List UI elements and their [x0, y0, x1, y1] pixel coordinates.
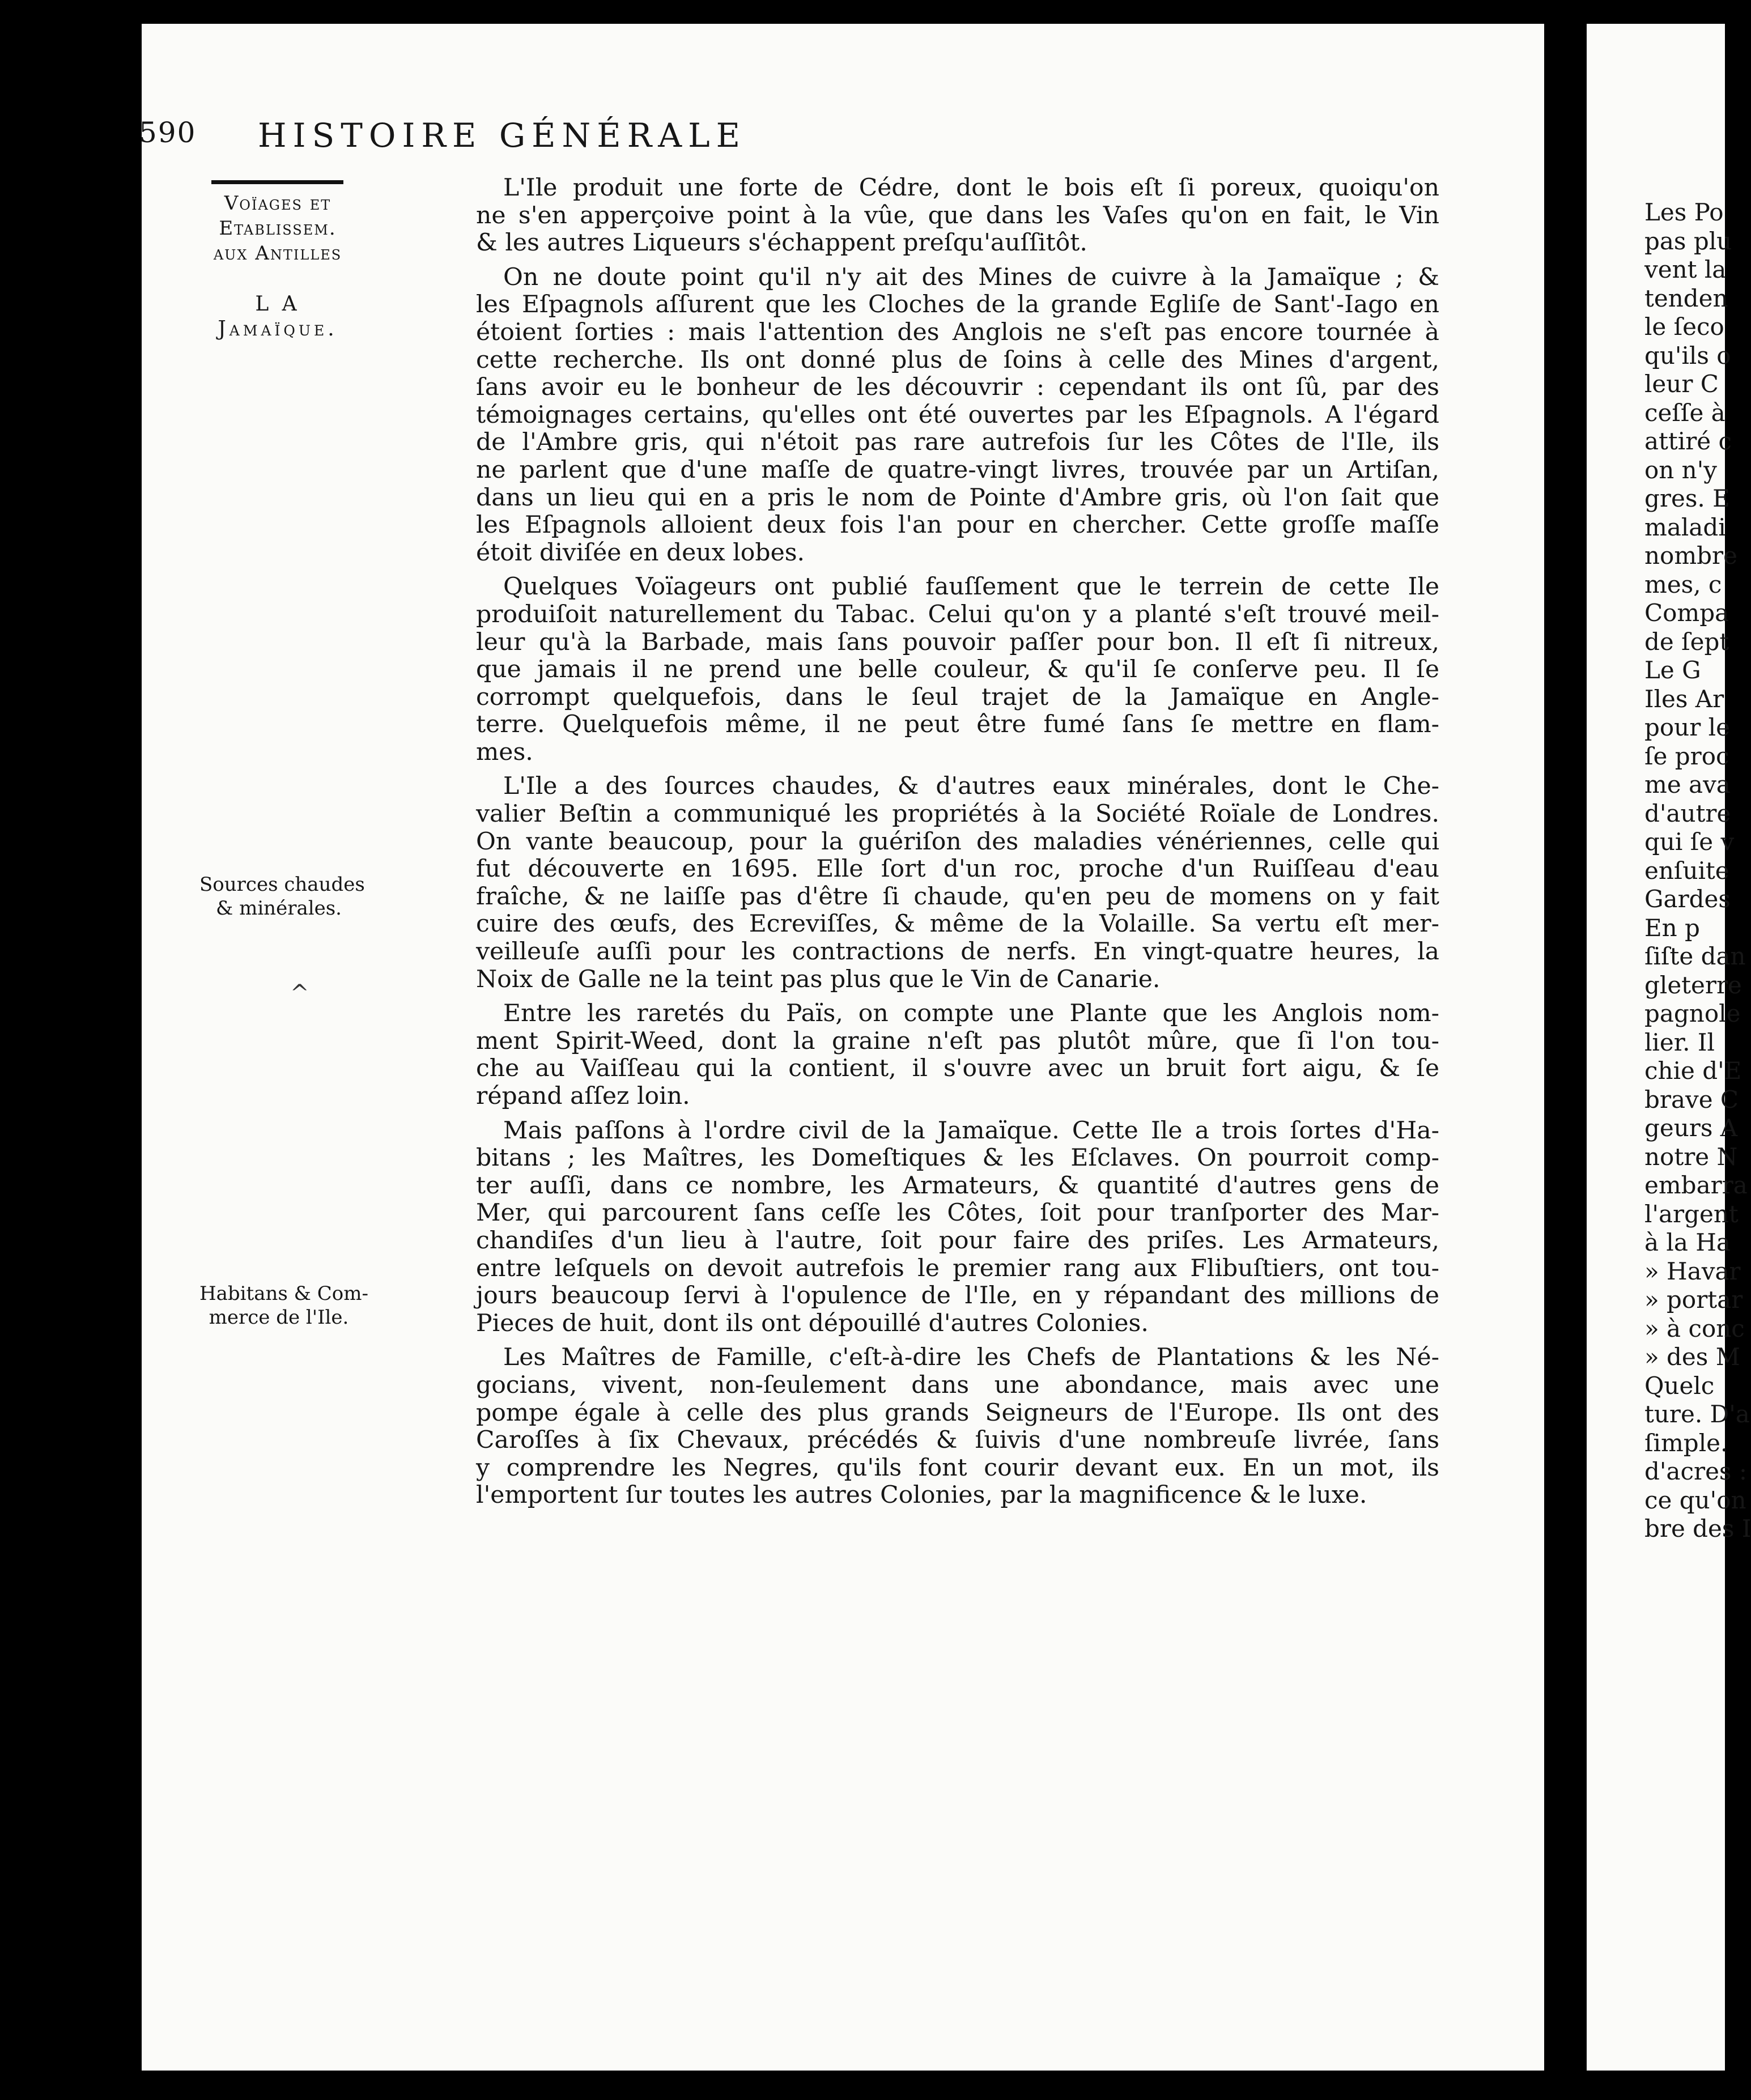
text-line: Les Maîtres de Famille, c'eſt-à-dire les Chefs de Plantations & les Né-: [503, 1344, 1439, 1372]
text-line: ment Spirit-Weed, dont la graine n'eſt pas plutôt mûre, que ſi l'on tou-: [476, 1027, 1439, 1055]
facing-page-line: ſe proc: [1644, 742, 1729, 770]
text-line: valier Beſtin a communiqué les propriétés à la Société Roïale de Londres.: [476, 800, 1439, 828]
facing-page-line: chie d'E: [1644, 1057, 1742, 1085]
text-line: & les autres Liqueurs s'échappent preſqu'auſſitôt.: [476, 229, 1087, 257]
body-text: [476, 175, 1439, 1510]
text-line: ter auſſi, dans ce nombre, les Armateurs, & quantité d'autres gens de: [476, 1171, 1439, 1200]
text-line: les Eſpagnols alloient deux fois l'an pour en chercher. Cette groſſe maſſe: [476, 511, 1439, 539]
text-line: ſans avoir eu le bonheur de les découvrir : cependant ils ont ſû, par des: [476, 373, 1439, 402]
text-line: pompe égale à celle des plus grands Seigneurs de l'Europe. Ils ont des: [476, 1398, 1439, 1427]
facing-page-line: vent la: [1644, 256, 1727, 283]
text-line: dans un lieu qui en a pris le nom de Pointe d'Ambre gris, où l'on ſait que: [476, 483, 1439, 512]
facing-page-line: notre N: [1644, 1142, 1738, 1171]
margin-note-line: merce de l'Ile.: [209, 1306, 349, 1329]
facing-page-text: [1644, 198, 1751, 1544]
margin-note-line: Voïages et: [224, 192, 332, 215]
text-line: étoient ſorties : mais l'attention des Anglois ne s'eſt pas encore tournée à: [476, 318, 1439, 346]
text-line: L'Ile a des ſources chaudes, & d'autres eaux minérales, dont le Che-: [503, 772, 1439, 801]
facing-page-line: ce qu'on: [1644, 1486, 1746, 1514]
facing-page-line: gres. E: [1644, 484, 1730, 512]
facing-page-line: ceſſe à: [1644, 398, 1726, 427]
facing-page-line: qui ſe v: [1644, 828, 1735, 856]
running-header: HISTOIRE GÉNÉRALE: [258, 116, 746, 155]
page-number: 590: [139, 116, 197, 149]
facing-page-line: tenden: [1644, 284, 1728, 312]
facing-page-line: me ava: [1644, 771, 1731, 798]
margin-note-habitants: [199, 1282, 368, 1329]
facing-page-line: geurs A: [1644, 1114, 1738, 1142]
text-line: y comprendre les Negres, qu'ils font courir devant eux. En un mot, ils: [476, 1453, 1439, 1482]
text-line: che au Vaiſſeau qui la contient, il s'ouvre avec un bruit fort aigu, & ſe: [476, 1055, 1439, 1083]
margin-note-line: Sources chaudes: [199, 873, 365, 896]
text-line: chandiſes d'un lieu à l'autre, ſoit pour faire des priſes. Les Armateurs,: [476, 1226, 1439, 1255]
facing-page-line: pas plu: [1644, 227, 1732, 255]
margin-note-line: L A: [255, 292, 300, 316]
text-line: jours beaucoup ſervi à l'opulence de l'Ile, en y répandant des millions de: [476, 1282, 1439, 1310]
text-line: l'emportent ſur toutes les autres Colonies, par la magnificence & le luxe.: [476, 1481, 1367, 1510]
facing-page-line: d'autre: [1644, 799, 1731, 827]
margin-note-line: Habitans & Com-: [199, 1282, 368, 1305]
text-line: cuire des œufs, des Ecreviſſes, & même de la Volaille. Sa vertu eſt mer-: [476, 910, 1439, 938]
facing-page-line: ture. D'a: [1644, 1400, 1750, 1428]
text-line: ne parlent que d'une maſſe de quatre-vingt livres, trouvée par un Artiſan,: [476, 456, 1439, 484]
text-line: veilleuſe auſſi pour les contractions de nerfs. En vingt-quatre heures, la: [476, 938, 1439, 966]
text-line: Entre les raretés du Païs, on compte une Plante que les Anglois nom-: [503, 1000, 1439, 1028]
margin-note-title: [210, 191, 346, 266]
text-line: ne s'en apperçoive point à la vûe, que dans les Vaſes qu'on en fait, le Vin: [476, 201, 1439, 229]
facing-page-line: Le G: [1644, 656, 1701, 684]
text-line: leur qu'à la Barbade, mais ſans pouvoir paſſer pour bon. Il eſt ſi nitreux,: [476, 628, 1439, 656]
facing-page-line: nombre: [1644, 542, 1737, 569]
facing-page-line: » des M: [1644, 1343, 1740, 1371]
facing-page-line: bre des I: [1644, 1515, 1751, 1542]
text-line: On ne doute point qu'il n'y ait des Mines de cuivre à la Jamaïque ; &: [503, 263, 1439, 291]
paragraph-gap: [476, 1111, 1439, 1117]
text-line: produiſoit naturellement du Tabac. Celui qu'on y a planté s'eſt trouvé meil-: [476, 600, 1439, 628]
text-line: Quelques Voïageurs ont publié fauſſement que le terrein de cette Ile: [503, 573, 1439, 601]
facing-page-line: d'acres :: [1644, 1457, 1747, 1485]
facing-page-line: embarra: [1644, 1171, 1748, 1199]
margin-note-sources: [199, 873, 365, 920]
text-line: étoit diviſée en deux lobes.: [476, 538, 805, 567]
text-line: corrompt quelquefois, dans le ſeul trajet de la Jamaïque en Angle-: [476, 683, 1439, 711]
facing-page-line: attiré c: [1644, 427, 1732, 455]
facing-page-line: on n'y: [1644, 456, 1718, 484]
text-line: les Eſpagnols aſſurent que les Cloches de la grande Egliſe de Sant'-Iago en: [476, 291, 1439, 319]
margin-note-line: Jamaïque.: [218, 317, 338, 341]
caret-mark: ^: [290, 980, 309, 1006]
page-gutter: [1544, 0, 1587, 2100]
text-line: cette recherche. Ils ont donné plus de ſoins à celle des Mines d'argent,: [476, 346, 1439, 374]
margin-note-line: & minérales.: [216, 897, 342, 920]
facing-page-line: leur C: [1644, 370, 1719, 398]
facing-page-line: l'argent: [1644, 1200, 1739, 1228]
facing-page-line: Iles Ar: [1644, 685, 1724, 713]
text-line: que jamais il ne prend une belle couleur, & qu'il ſe conſerve peu. Il ſe: [476, 656, 1439, 684]
text-line: de l'Ambre gris, qui n'étoit pas rare autrefois ſur les Côtes de l'Ile, ils: [476, 428, 1439, 457]
text-line: entre leſquels on devoit autrefois le premier rang aux Flibuſtiers, ont tou-: [476, 1254, 1439, 1282]
text-line: fraîche, & ne laiſſe pas d'être ſi chaude, qu'en peu de momens on y fait: [476, 882, 1439, 911]
margin-note-island: [210, 292, 346, 342]
margin-rule: [211, 180, 343, 184]
margin-note-line: aux Antilles: [213, 242, 342, 265]
facing-page-line: ſimple.: [1644, 1429, 1728, 1457]
text-line: gocians, vivent, non-ſeulement dans une abondance, mais avec une: [476, 1371, 1439, 1399]
text-line: Noix de Galle ne la teint pas plus que le Vin de Canarie.: [476, 965, 1161, 993]
facing-page-line: à la Ha: [1644, 1228, 1731, 1256]
facing-page-line: Les Po: [1644, 198, 1724, 226]
facing-page-line: pour le: [1644, 713, 1730, 741]
text-line: L'Ile produit une forte de Cédre, dont le bois eſt ſi poreux, quoiqu'on: [503, 174, 1439, 202]
facing-page-line: Gardes: [1644, 885, 1731, 913]
text-line: Caroſſes à ſix Chevaux, précédés & ſuivis d'une nombreuſe livrée, ſans: [476, 1426, 1439, 1455]
text-line: Mais paſſons à l'ordre civil de la Jamaïque. Cette Ile a trois ſortes d'Ha-: [503, 1116, 1439, 1145]
facing-page-line: enſuite: [1644, 856, 1729, 885]
facing-page-line: brave C: [1644, 1085, 1739, 1113]
facing-page-line: pagnole: [1644, 1000, 1741, 1027]
text-line: mes.: [476, 738, 533, 766]
paragraph-gap: [476, 257, 1439, 264]
facing-page-line: Compa: [1644, 599, 1729, 627]
facing-page-line: ſiſte dan: [1644, 942, 1746, 970]
text-line: témoignages certains, qu'elles ont été ouvertes par les Eſpagnols. A l'égard: [476, 401, 1439, 429]
facing-page-line: de ſept: [1644, 627, 1729, 656]
text-line: On vante beaucoup, pour la guériſon des maladies vénériennes, celle qui: [476, 827, 1439, 856]
facing-page-line: qu'ils o: [1644, 341, 1731, 369]
text-line: bitans ; les Maîtres, les Domeſtiques & les Eſclaves. On pourroit comp-: [476, 1144, 1439, 1172]
facing-page-line: mes, c: [1644, 570, 1722, 598]
text-line: répand aſſez loin.: [476, 1082, 690, 1110]
facing-page-line: maladi: [1644, 513, 1726, 541]
facing-page-line: » à conc: [1644, 1314, 1745, 1342]
facing-page-line: En p: [1644, 913, 1700, 942]
text-line: fut découverte en 1695. Elle ſort d'un roc, proche d'un Ruiſſeau d'eau: [476, 855, 1439, 883]
facing-page-line: Quelc: [1644, 1371, 1715, 1400]
facing-page-line: » portar: [1644, 1286, 1743, 1313]
text-line: Mer, qui parcourent ſans ceſſe les Côtes, ſoit pour tranſporter des Mar-: [476, 1199, 1439, 1227]
text-line: Pieces de huit, dont ils ont dépouillé d'autres Colonies.: [476, 1309, 1149, 1337]
facing-page-line: » Havar: [1644, 1257, 1741, 1285]
facing-page-line: lier. Il: [1644, 1028, 1715, 1056]
text-line: terre. Quelquefois même, il ne peut être fumé ſans ſe mettre en flam-: [476, 711, 1439, 739]
margin-note-line: Etablissem.: [219, 217, 337, 240]
facing-page-line: le ſeco: [1644, 313, 1724, 341]
facing-page-line: gleterre: [1644, 971, 1742, 999]
